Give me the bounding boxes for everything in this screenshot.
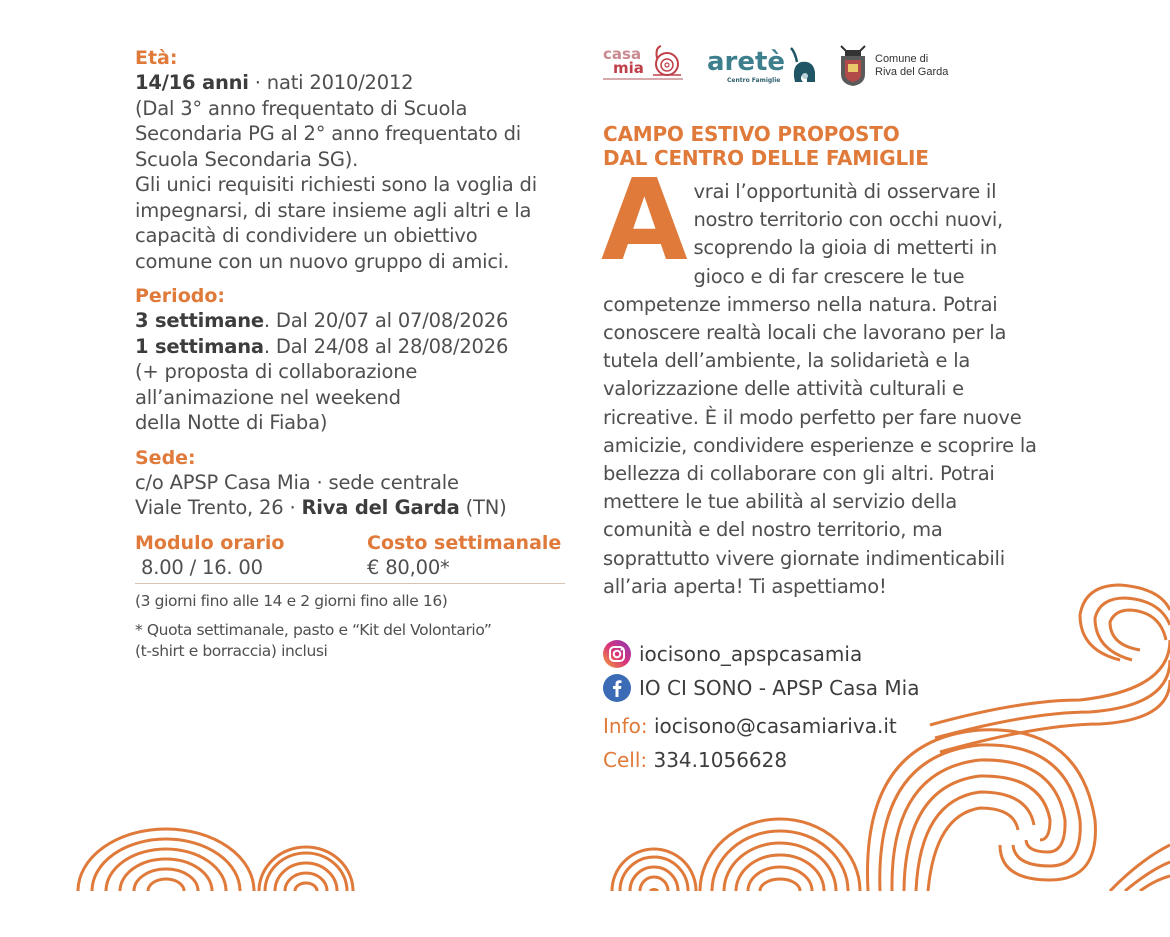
periodo-line-1 [135,308,575,334]
sede-heading: Sede: [135,446,196,469]
periodo-section [135,284,575,436]
swirl-left [78,829,254,891]
note-quota-line: * Quota settimanale, pasto e “Kit del Volontario” [135,621,492,639]
comune-riva-logo [835,40,975,88]
periodo-2-rest: . Dal 24/08 al 28/08/2026 [263,334,509,358]
note-orario: (3 giorni fino alle 14 e 2 giorni fino alle 16) [135,592,448,610]
costo-heading: Costo settimanale [367,531,562,554]
schedule-cost-row [135,531,575,581]
title-line-2: DAL CENTRO DELLE FAMIGLIE [603,146,929,170]
info-label: Info: [603,714,648,738]
modulo-heading: Modulo orario [135,531,285,554]
instagram-icon [603,640,631,668]
swirl-right-medium [700,819,860,891]
svg-text:Comune di: Comune di [875,53,929,65]
sede-section [135,446,575,521]
svg-text:Centro Famiglie: Centro Famiglie [727,77,781,84]
svg-text:casa: casa [603,45,642,63]
eta-line: comune con un nuovo gruppo di amici. [135,249,510,273]
costo-value: € 80,00* [367,555,450,579]
costo-settimanale [367,531,575,581]
eta-line: (Dal 3° anno frequentato di Scuola [135,96,468,120]
periodo-heading: Periodo: [135,285,225,307]
periodo-1-rest: . Dal 20/07 al 07/08/2026 [263,309,509,332]
arete-logo [707,42,819,86]
periodo-line: della Notte di Fiaba) [135,411,328,434]
cell-label: Cell: [603,748,648,772]
eta-heading: Età: [135,47,178,69]
info-email[interactable] [603,709,1043,743]
facebook-link[interactable] [603,671,1043,705]
description-text: vrai l’opportunità di osservare il nostro territorio con occhi nuovi, scoprendo la gioia di metterti in gioco e di far crescere le tue competenze immerso nella natura. Potrai conoscere realtà locali che lavorano per la tutela dell’ambiente, la solidarietà e la valorizzazione delle attività culturali e ricreative. È il modo perfetto per fare nuove amicizie, condividere esperienze e scoprire la bellezza di collaborare con gli altri. Potrai mettere le tue abilità al servizio della comunità e del nostro territorio, ma soprattutto vivere giornate indimenticabili all’aria aperta! Ti aspettiamo! [603,180,1037,598]
eta-line: Secondaria PG al 2° anno frequentato di [135,122,521,145]
partner-logos [603,40,973,88]
email-value: iocisono@casamiariva.it [647,714,897,738]
instagram-handle: iocisono_apspcasamia [639,642,863,666]
eta-line: Scuola Secondaria SG). [135,147,359,171]
cell-phone[interactable] [603,743,1043,777]
note-quota-line: (t-shirt e borraccia) inclusi [135,642,328,660]
sede-city: Riva del Garda [301,496,460,519]
periodo-line-2 [135,334,575,360]
sede-line-1: c/o APSP Casa Mia · sede centrale [135,470,459,494]
modulo-value: 8.00 / 16. 00 [141,555,263,579]
sede-address: Viale Trento, 26 · [135,496,302,519]
svg-text:mia: mia [613,59,644,77]
title-line-1: CAMPO ESTIVO PROPOSTO [603,122,900,146]
svg-text:Riva del Garda: Riva del Garda [875,66,949,78]
sede-line-2 [135,495,575,521]
eta-age-rest: · nati 2010/2012 [248,71,414,94]
eta-line: capacità di condividere un obiettivo [135,224,478,247]
facebook-page-name: IO CI SONO - APSP Casa Mia [639,676,920,700]
swirl-left-small [259,847,353,891]
contacts [603,637,1043,777]
swirl-right-small [612,849,696,891]
campo-title [603,122,1043,170]
periodo-line: all’animazione nel weekend [135,385,401,409]
phone-value: 334.1056628 [647,748,788,772]
periodo-line: (+ proposta di collaborazione [135,360,418,383]
eta-age [135,70,575,96]
periodo-1-bold: 3 settimane [135,309,264,332]
eta-line: impegnarsi, di stare insieme agli altri e la [135,198,532,222]
periodo-2-bold: 1 settimana [135,334,264,358]
eta-line: Gli unici requisiti richiesti sono la voglia di [135,173,537,196]
drop-cap: A [601,156,688,286]
svg-text:aretè: aretè [707,47,786,77]
sede-province: (TN) [459,496,507,519]
eta-section [135,46,575,274]
left-column [135,46,575,662]
casa-mia-logo [603,44,685,84]
modulo-orario [135,531,367,581]
eta-age-bold: 14/16 anni [135,71,249,94]
right-column [603,122,1043,601]
divider [135,583,565,584]
facebook-icon [603,674,631,702]
instagram-link[interactable] [603,637,1043,671]
